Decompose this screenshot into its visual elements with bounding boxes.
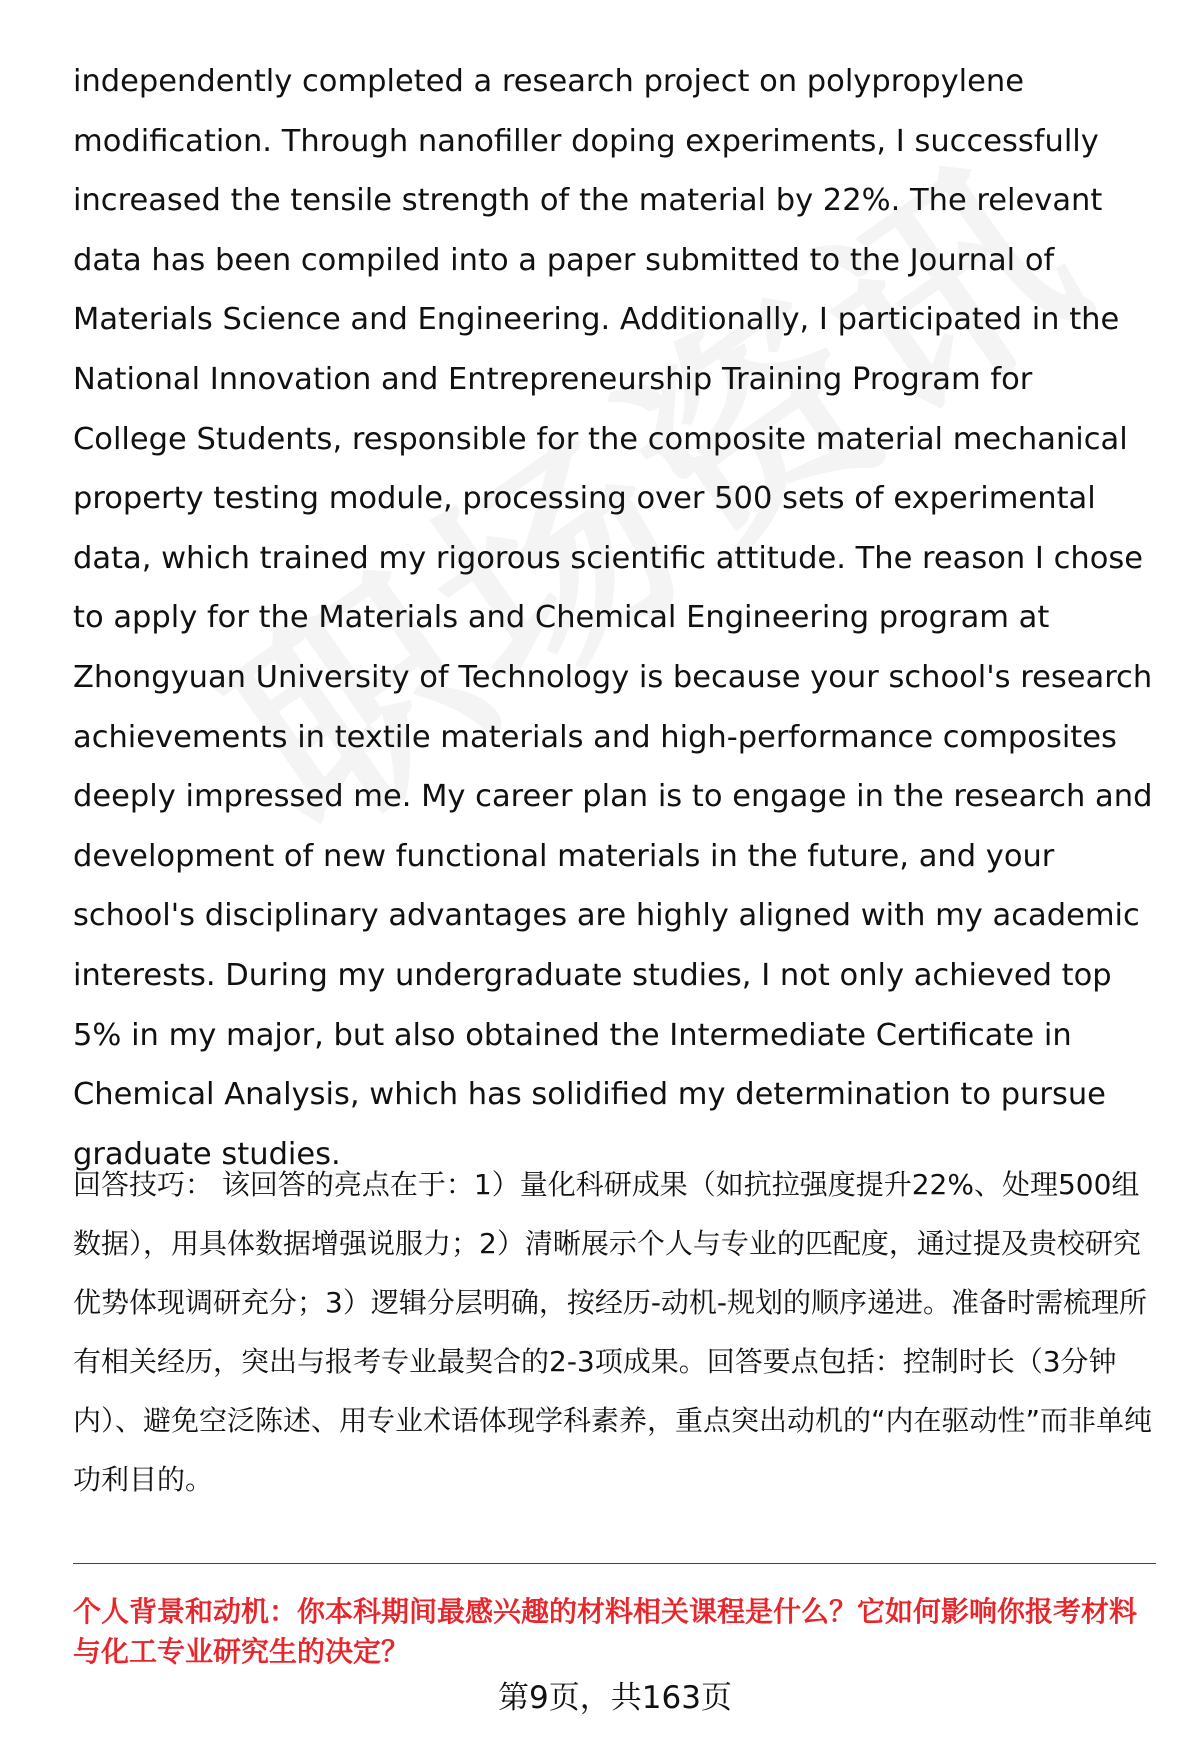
page-number-footer: 第9页，共163页 (498, 1680, 732, 1716)
answer-tips-paragraph: 回答技巧： 该回答的亮点在于：1）量化科研成果（如抗拉强度提升22%、处理500组数据），用具体数据增强说服力；2）清晰展示个人与专业的匹配度，通过提及贵校研究优势体现调研充分；3）逻辑分层明确，按经历-动机-规划的顺序递进。准备时需梳理所有相关经历，突出与报考专业最契合的2-3项成果。回答要点包括：控制时长（3分钟内）、避免空泛陈述、用专业术语体现学科素养，重点突出动机的“内在驱动性”而非单纯功利目的。 (73, 1168, 1153, 1496)
section-divider (73, 1563, 1156, 1564)
answer-paragraph: independently completed a research project on polypropylene modification. Through nanofiller doping experiments, I successfully increased the tensile strength of the material by 22%. The relevant data has been compiled into a paper submitted to the Journal of Materials Science and Engineering. Additionally, I participated in the National Innovation and Entrepreneurship Training Program for College Students, responsible for the composite material mechanical property testing module, processing over 500 sets of experimental data, which trained my rigorous scientific attitude. The reason I chose to apply for the Materials and Chemical Engineering program at Zhongyuan University of Technology is because your school's research achievements in textile materials and high-performance composites deeply impressed me. My career plan is to engage in the research and development of new functional materials in the future, and your school's disciplinary advantages are highly aligned with my academic interests. During my undergraduate studies, I not only achieved top 5% in my major, but also obtained the Intermediate Certificate in Chemical Analysis, which has solidified my determination to pursue graduate studies. (73, 64, 1153, 1172)
next-question-heading: 个人背景和动机：你本科期间最感兴趣的材料相关课程是什么？它如何影响你报考材料与化工专业研究生的决定？ (73, 1595, 1138, 1668)
